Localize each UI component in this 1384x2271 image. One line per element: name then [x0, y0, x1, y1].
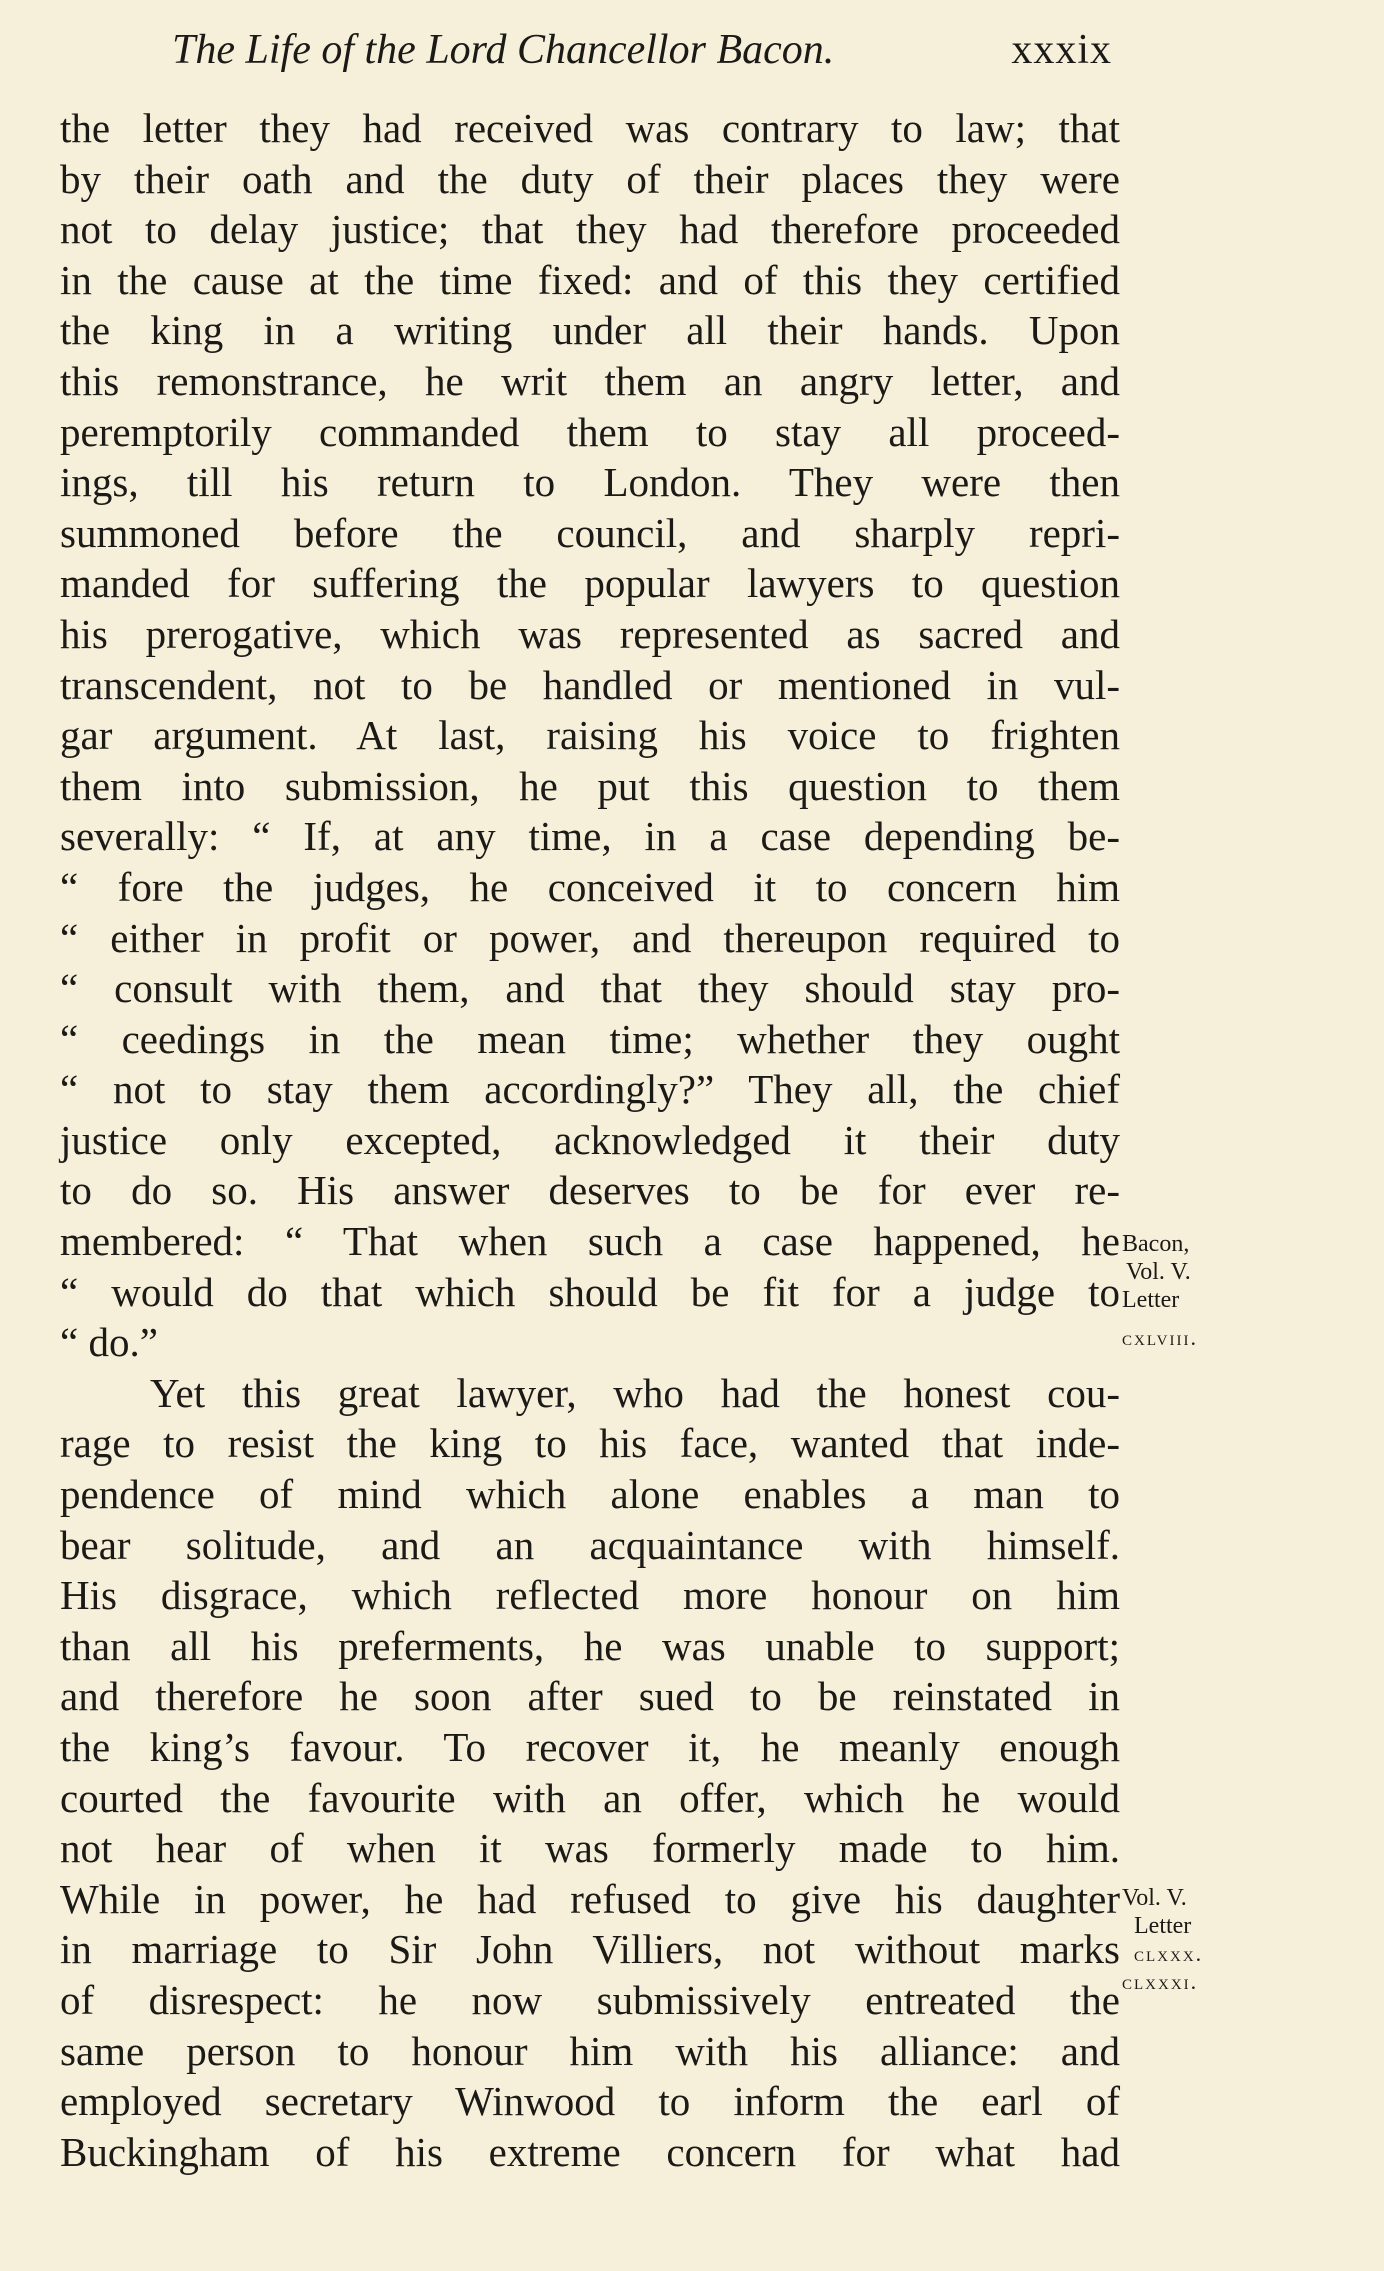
margin-note-line: Bacon,	[1122, 1231, 1190, 1257]
text-line: in marriage to Sir John Villiers, not without marks	[60, 1926, 1120, 1973]
margin-note-line: Vol. V.	[1122, 1885, 1187, 1911]
text-line: courted the favourite with an offer, which he would	[60, 1774, 1120, 1821]
text-line: not to delay justice; that they had therefore proceeded	[60, 206, 1120, 253]
text-line: his prerogative, which was represented as sacred and	[60, 610, 1120, 657]
text-line: “ do.”	[60, 1319, 158, 1366]
text-line: gar argument. At last, raising his voice to frighten	[60, 712, 1120, 759]
text-line: of disrespect: he now submissively entreated the	[60, 1976, 1120, 2023]
text-line: manded for suffering the popular lawyers to question	[60, 560, 1120, 607]
text-line: His disgrace, which reflected more honour on him	[60, 1572, 1120, 1619]
text-line: “ either in profit or power, and thereupon required to	[60, 914, 1120, 961]
text-line: in the cause at the time fixed: and of this they certified	[60, 256, 1120, 303]
margin-note-line: Letter	[1134, 1913, 1192, 1939]
text-line: the king’s favour. To recover it, he meanly enough	[60, 1724, 1120, 1770]
text-line: them into submission, he put this question to them	[60, 762, 1120, 809]
text-line: by their oath and the duty of their places they were	[60, 155, 1120, 202]
text-line: membered: “ That when such a case happened, he	[60, 1218, 1120, 1265]
text-line: Buckingham of his extreme concern for what had	[60, 2128, 1120, 2175]
text-line: than all his preferments, he was unable to support;	[60, 1622, 1120, 1669]
text-line: severally: “ If, at any time, in a case depending be-	[60, 813, 1120, 860]
margin-note-line: Vol. V.	[1126, 1259, 1191, 1285]
text-line: “ ceedings in the mean time; whether they ought	[60, 1015, 1120, 1062]
margin-note-line: cxlviii.	[1122, 1325, 1198, 1350]
text-line: not hear of when it was formerly made to him.	[60, 1825, 1120, 1872]
text-line: rage to resist the king to his face, wanted that inde-	[60, 1420, 1120, 1467]
text-line: employed secretary Winwood to inform the earl of	[60, 2078, 1120, 2125]
text-line: “ would do that which should be fit for a judge to	[60, 1268, 1120, 1315]
margin-note-line: Letter	[1122, 1287, 1180, 1313]
running-title: The Life of the Lord Chancellor Bacon.	[172, 27, 835, 73]
running-head	[172, 22, 1112, 82]
text-line: ings, till his return to London. They were then	[60, 459, 1120, 506]
text-line: pendence of mind which alone enables a man to	[60, 1471, 1120, 1518]
text-line: the king in a writing under all their hands. Upon	[60, 307, 1120, 354]
margin-note-bacon-letter-148	[1122, 1230, 1198, 1352]
text-line: transcendent, not to be handled or mentioned in vul-	[60, 661, 1120, 708]
text-line: summoned before the council, and sharply repri-	[60, 509, 1120, 556]
paragraph-start-line: Yet this great lawyer, who had the honest cou-	[150, 1369, 1120, 1416]
text-line: and therefore he soon after sued to be reinstated in	[60, 1673, 1120, 1720]
text-line: the letter they had received was contrary to law; that	[60, 105, 1120, 151]
margin-note-line: clxxx.	[1134, 1941, 1204, 1966]
text-line: While in power, he had refused to give his daughter	[60, 1875, 1120, 1922]
text-line: to do so. His answer deserves to be for ever re-	[60, 1167, 1120, 1214]
text-line: peremptorily commanded them to stay all proceed-	[60, 408, 1120, 455]
text-line: bear solitude, and an acquaintance with himself.	[60, 1521, 1120, 1568]
text-line: “ fore the judges, he conceived it to concern him	[60, 863, 1120, 910]
body-text	[60, 103, 1120, 2177]
text-line: “ consult with them, and that they should stay pro-	[60, 965, 1120, 1012]
page-number: xxxix	[1011, 27, 1112, 73]
text-line: “ not to stay them accordingly?” They all, the chief	[60, 1066, 1120, 1113]
text-line: same person to honour him with his alliance: and	[60, 2027, 1120, 2074]
text-line: this remonstrance, he writ them an angry letter, and	[60, 357, 1120, 404]
margin-note-letters-180-181	[1122, 1884, 1203, 1996]
text-line: justice only excepted, acknowledged it their duty	[60, 1116, 1120, 1163]
margin-note-line: clxxxi.	[1122, 1969, 1199, 1994]
